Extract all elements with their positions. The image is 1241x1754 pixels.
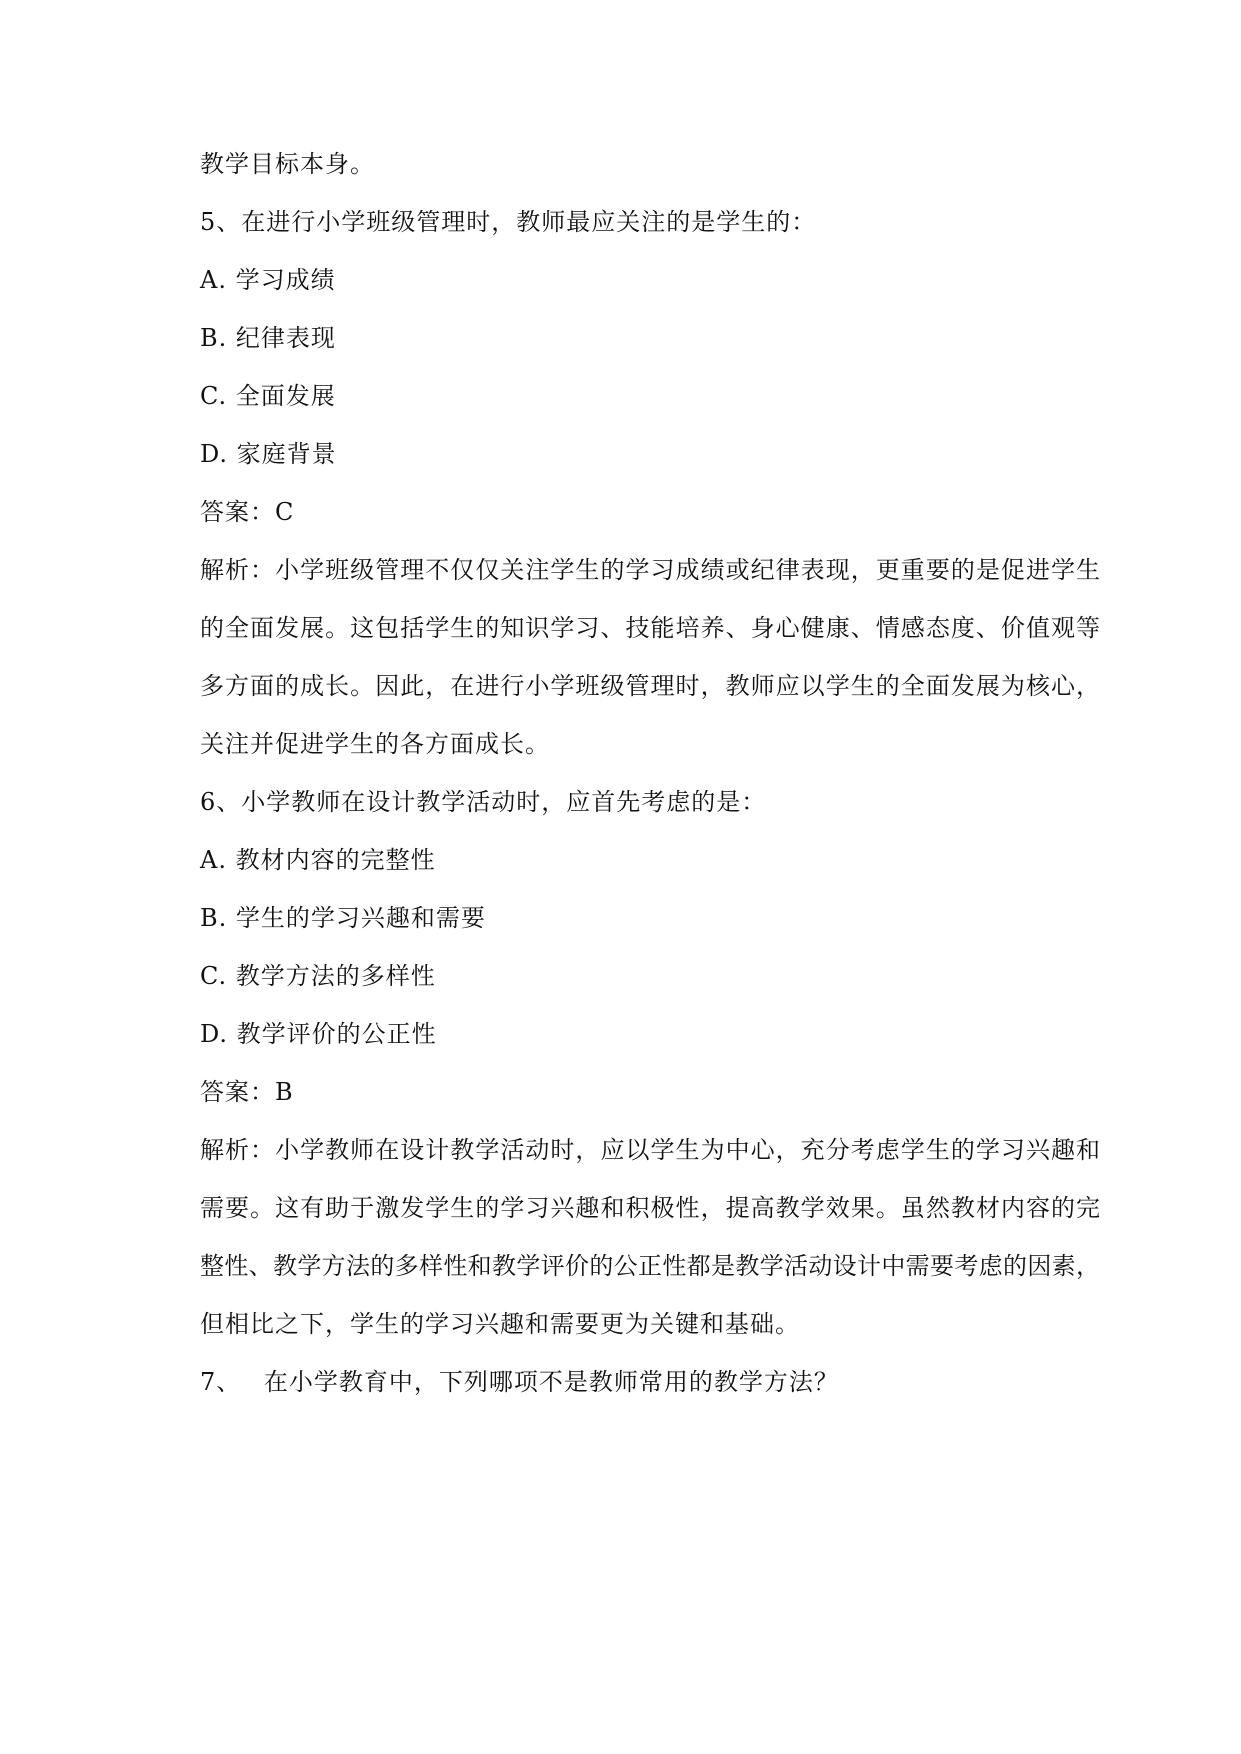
analysis-line: 但相比之下，学生的学习兴趣和需要更为关键和基础。 <box>200 1310 800 1338</box>
option-c: C. 全面发展 <box>200 382 336 410</box>
option-b: B. 纪律表现 <box>200 324 336 352</box>
option-c: C. 教学方法的多样性 <box>200 962 436 990</box>
option-d: D. 教学评价的公正性 <box>200 1020 437 1048</box>
analysis-line: 解析：小学教师在设计教学活动时，应以学生为中心，充分考虑学生的学习兴趣和 <box>200 1136 1100 1164</box>
analysis-line: 多方面的成长。因此，在进行小学班级管理时，教师应以学生的全面发展为核心， <box>200 672 1100 700</box>
analysis-line: 关注并促进学生的各方面成长。 <box>200 730 550 758</box>
question-6: 6、小学教师在设计教学活动时，应首先考虑的是： <box>200 788 767 816</box>
question-7: 7、 在小学教育中，下列哪项不是教师常用的教学方法？ <box>200 1368 839 1396</box>
analysis-line: 的全面发展。这包括学生的知识学习、技能培养、身心健康、情感态度、价值观等 <box>200 614 1100 642</box>
analysis-line: 整性、教学方法的多样性和教学评价的公正性都是教学活动设计中需要考虑的因素， <box>200 1252 1100 1280</box>
question-5: 5、在进行小学班级管理时，教师最应关注的是学生的： <box>200 208 817 236</box>
option-a: A. 学习成绩 <box>200 266 336 294</box>
option-b: B. 学生的学习兴趣和需要 <box>200 904 486 932</box>
analysis-line: 解析：小学班级管理不仅仅关注学生的学习成绩或纪律表现，更重要的是促进学生 <box>200 556 1100 584</box>
option-a: A. 教材内容的完整性 <box>200 846 436 874</box>
answer: 答案：B <box>200 1078 294 1106</box>
option-d: D. 家庭背景 <box>200 440 337 468</box>
analysis-line: 需要。这有助于激发学生的学习兴趣和积极性，提高教学效果。虽然教材内容的完 <box>200 1194 1100 1222</box>
answer: 答案：C <box>200 498 295 526</box>
text-line: 教学目标本身。 <box>200 150 375 178</box>
